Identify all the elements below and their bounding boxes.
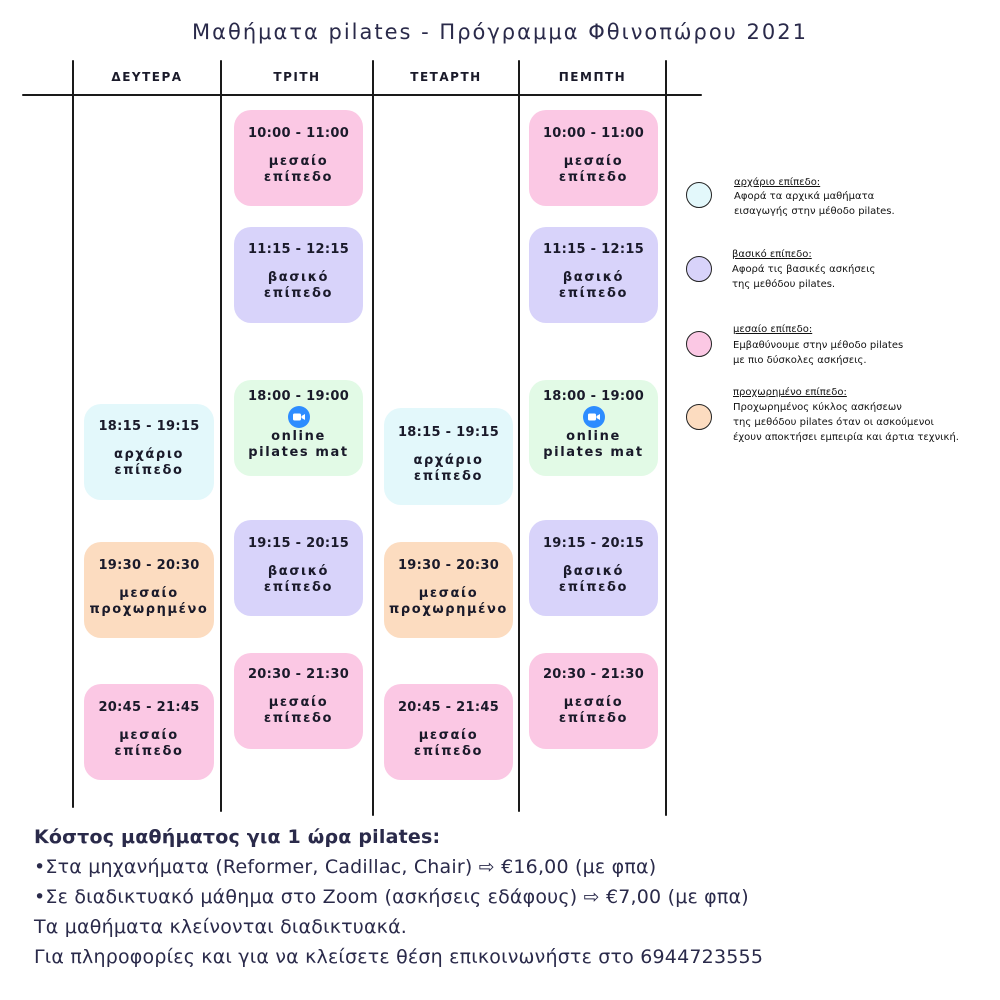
class-level: μεσαίο xyxy=(418,728,479,743)
class-level: επίπεδο xyxy=(558,286,629,301)
class-time: 20:30 - 21:30 xyxy=(542,667,645,682)
class-card-basic[interactable] xyxy=(529,227,658,323)
class-card-advanced[interactable] xyxy=(384,542,513,638)
class-card-basic[interactable] xyxy=(234,520,363,616)
class-card-online[interactable] xyxy=(529,380,658,476)
legend-title: μεσαίο επίπεδο: xyxy=(733,324,813,335)
class-card-advanced[interactable] xyxy=(84,542,214,638)
class-level: μεσαίο xyxy=(563,154,624,169)
legend-description-line: της μεθόδου pilates όταν οι ασκούμενοι xyxy=(733,417,934,428)
pricing-section xyxy=(34,822,984,972)
legend-dot-beginner xyxy=(686,182,712,208)
class-level: αρχάριο xyxy=(113,447,185,462)
pricing-heading: Κόστος μαθήματος για 1 ώρα pilates: xyxy=(34,826,441,848)
class-level: μεσαίο xyxy=(268,695,329,710)
grid-line xyxy=(372,60,374,816)
class-card-intermediate[interactable] xyxy=(234,653,363,749)
contact-line: Για πληροφορίες και για να κλείσετε θέση επικοινωνήστε στο 6944723555 xyxy=(34,946,764,968)
class-level: online xyxy=(566,429,621,444)
class-level: επίπεδο xyxy=(263,286,334,301)
legend-description xyxy=(732,262,875,292)
class-level: επίπεδο xyxy=(413,469,484,484)
class-card-beginner[interactable] xyxy=(84,404,214,500)
legend-description-line: της μεθόδου pilates. xyxy=(732,279,836,290)
legend-description xyxy=(733,400,959,445)
class-level: επίπεδο xyxy=(413,744,484,759)
legend-description-line: Εμβαθύνουμε στην μέθοδο pilates xyxy=(733,340,904,351)
legend-description-line: Αφορά τα αρχικά μαθήματα xyxy=(734,191,875,202)
legend-description-line: με πιο δύσκολες ασκήσεις. xyxy=(733,355,867,366)
grid-line xyxy=(518,60,520,812)
class-time: 20:45 - 21:45 xyxy=(98,700,200,715)
class-time: 11:15 - 12:15 xyxy=(247,242,350,257)
class-level: επίπεδο xyxy=(114,744,184,759)
grid-line xyxy=(220,60,222,812)
day-header-wednesday: ΤΕΤΑΡΤΗ xyxy=(410,70,482,84)
class-level: pilates mat xyxy=(248,445,349,460)
zoom-icon-camera-body xyxy=(588,414,596,421)
class-level: μεσαίο xyxy=(119,728,179,743)
class-card-intermediate[interactable] xyxy=(529,653,658,749)
class-level: μεσαίο xyxy=(418,586,479,601)
class-card-intermediate[interactable] xyxy=(84,684,214,780)
class-time: 19:30 - 20:30 xyxy=(397,558,500,573)
class-time: 18:15 - 19:15 xyxy=(397,425,500,440)
class-level: προχωρημένο xyxy=(89,602,209,617)
booking-note: Τα μαθήματα κλείνονται διαδικτυακά. xyxy=(34,916,408,938)
zoom-video-icon xyxy=(583,406,605,428)
class-card-basic[interactable] xyxy=(529,520,658,616)
class-level: βασικό xyxy=(267,564,330,579)
class-level: βασικό xyxy=(267,270,330,285)
class-time: 18:00 - 19:00 xyxy=(542,389,645,404)
day-header-monday: ΔΕΥΤΕΡΑ xyxy=(111,70,183,84)
day-header-tuesday: ΤΡΙΤΗ xyxy=(273,70,321,84)
pricing-line-online: •Σε διαδικτυακό μάθημα στο Zoom (ασκήσεις εδάφους) ⇨ €7,00 (με φπα) xyxy=(34,886,749,908)
grid-line xyxy=(665,60,667,816)
class-level: επίπεδο xyxy=(263,170,334,185)
class-time: 18:15 - 19:15 xyxy=(98,419,200,434)
header-divider xyxy=(22,94,702,96)
class-time: 18:00 - 19:00 xyxy=(247,389,350,404)
class-level: βασικό xyxy=(562,564,625,579)
day-header-thursday: ΠΕΜΠΤΗ xyxy=(558,70,627,84)
class-time: 19:15 - 20:15 xyxy=(542,536,645,551)
class-level: βασικό xyxy=(562,270,625,285)
zoom-video-icon xyxy=(288,406,310,428)
class-time: 10:00 - 11:00 xyxy=(542,126,645,141)
zoom-icon-camera-body xyxy=(293,414,301,421)
class-level: online xyxy=(271,429,326,444)
legend-description-line: Αφορά τις βασικές ασκήσεις xyxy=(732,264,876,275)
legend-description-line: Προχωρημένος κύκλος ασκήσεων xyxy=(733,402,902,413)
class-card-intermediate[interactable] xyxy=(384,684,513,780)
class-level: επίπεδο xyxy=(558,580,629,595)
class-time: 19:30 - 20:30 xyxy=(98,558,200,573)
class-level: επίπεδο xyxy=(114,463,184,478)
class-card-intermediate[interactable] xyxy=(529,110,658,206)
class-time: 19:15 - 20:15 xyxy=(247,536,350,551)
class-level: μεσαίο xyxy=(268,154,329,169)
class-level: προχωρημένο xyxy=(389,602,508,617)
class-time: 20:45 - 21:45 xyxy=(397,700,500,715)
legend-description-line: έχουν αποκτήσει εμπειρία και άρτια τεχνική. xyxy=(733,432,959,443)
legend-title: προχωρημένο επίπεδο: xyxy=(733,387,847,398)
class-level: επίπεδο xyxy=(263,711,334,726)
class-level: μεσαίο xyxy=(119,586,179,601)
class-time: 11:15 - 12:15 xyxy=(542,242,645,257)
class-level: επίπεδο xyxy=(263,580,334,595)
legend-dot-advanced xyxy=(686,404,712,430)
class-time: 20:30 - 21:30 xyxy=(247,667,350,682)
legend-description-line: εισαγωγής στην μέθοδο pilates. xyxy=(734,206,895,217)
pricing-line-machines: •Στα μηχανήματα (Reformer, Cadillac, Chair) ⇨ €16,00 (με φπα) xyxy=(34,856,657,878)
class-level: επίπεδο xyxy=(558,170,629,185)
legend-description xyxy=(734,189,895,219)
legend-title: αρχάριο επίπεδο: xyxy=(734,177,821,188)
class-card-online[interactable] xyxy=(234,380,363,476)
class-level: μεσαίο xyxy=(563,695,624,710)
class-level: επίπεδο xyxy=(558,711,629,726)
class-card-intermediate[interactable] xyxy=(234,110,363,206)
legend-dot-intermediate xyxy=(686,331,712,357)
grid-line xyxy=(72,60,74,808)
legend-description xyxy=(733,338,903,368)
class-level: pilates mat xyxy=(543,445,644,460)
legend-title: βασικό επίπεδο: xyxy=(732,249,812,260)
page-title: Μαθήματα pilates - Πρόγραμμα Φθινοπώρου 2021 xyxy=(192,20,808,44)
class-level: αρχάριο xyxy=(413,453,484,468)
class-card-basic[interactable] xyxy=(234,227,363,323)
class-time: 10:00 - 11:00 xyxy=(247,126,350,141)
class-card-beginner[interactable] xyxy=(384,408,513,505)
legend-dot-basic xyxy=(686,256,712,282)
